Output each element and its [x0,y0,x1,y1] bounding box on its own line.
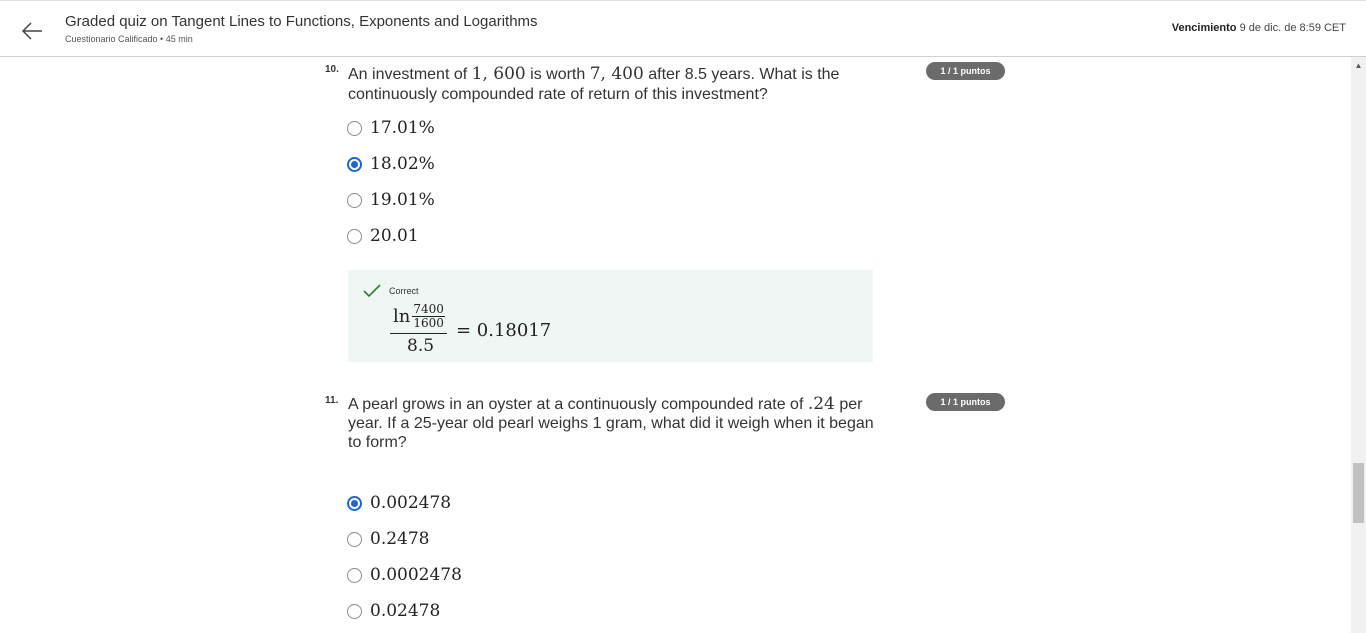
inner-numerator: 7400 [413,302,444,316]
answer-option[interactable] [347,190,435,210]
question-text-part: per year. If a 25-year old pearl weighs 1 gram, what did it weigh when it began to form? [348,396,874,451]
radio-button[interactable] [347,604,362,619]
option-label: 0.002478 [370,493,452,513]
check-icon [363,284,381,298]
question-text [348,64,888,105]
scroll-up-button[interactable] [1351,57,1366,73]
feedback-status: Correct [389,286,419,296]
question-number: 10. [325,64,339,75]
radio-button[interactable] [347,229,362,244]
question-math: .24 [807,394,835,414]
formula-result: = 0.18017 [456,320,552,341]
option-label: 17.01% [370,118,435,138]
question-number: 11. [325,395,339,406]
scrollbar-thumb[interactable] [1353,463,1364,523]
answer-option[interactable] [347,154,435,174]
due-date [1172,22,1346,34]
answer-option[interactable] [347,226,419,246]
scroll-up-arrow-icon: ▲ [1354,60,1363,70]
page-title: Graded quiz on Tangent Lines to Functions, Exponents and Logarithms [65,13,538,30]
question-text-part: is worth [525,66,590,83]
radio-button[interactable] [347,193,362,208]
question-math: 1, 600 [471,64,526,84]
answer-option[interactable] [347,118,435,138]
radio-button[interactable] [347,532,362,547]
radio-button-selected[interactable] [347,157,362,172]
answer-option[interactable] [347,565,462,585]
fraction-bar [390,333,447,334]
answer-option[interactable] [347,529,429,549]
radio-button[interactable] [347,568,362,583]
answer-option[interactable] [347,493,451,513]
points-badge: 1 / 1 puntos [926,393,1005,411]
question-text [348,395,888,452]
option-label: 20.01 [370,226,419,246]
radio-button[interactable] [347,121,362,136]
back-arrow-icon [18,17,46,45]
feedback-box [348,270,873,362]
radio-button-selected[interactable] [347,496,362,511]
vertical-scrollbar[interactable] [1351,57,1366,633]
option-label: 0.02478 [370,601,441,621]
question-math: 7, 400 [589,64,644,84]
page-header [0,0,1366,57]
page-subtitle: Cuestionario Calificado • 45 min [65,34,193,44]
formula-denominator: 8.5 [407,336,435,356]
question-text-part: An investment of [348,66,472,83]
inner-denominator: 1600 [413,316,444,330]
option-label: 0.0002478 [370,565,462,585]
ln-symbol: ln [393,306,411,327]
formula-numerator [393,303,445,330]
due-label: Vencimiento [1171,22,1237,34]
option-label: 0.2478 [370,529,430,549]
points-badge: 1 / 1 puntos [926,62,1005,80]
inner-fraction [412,303,445,330]
option-label: 19.01% [370,190,435,210]
option-label: 18.02% [370,154,435,174]
due-value: 9 de dic. de 8:59 CET [1239,22,1346,34]
answer-option[interactable] [347,601,440,621]
question-text-part: A pearl grows in an oyster at a continuously compounded rate of [348,396,808,413]
question-text-part: after 8.5 years. What is the continuously compounded rate of return of this investment? [348,66,840,103]
back-button[interactable] [18,17,46,45]
